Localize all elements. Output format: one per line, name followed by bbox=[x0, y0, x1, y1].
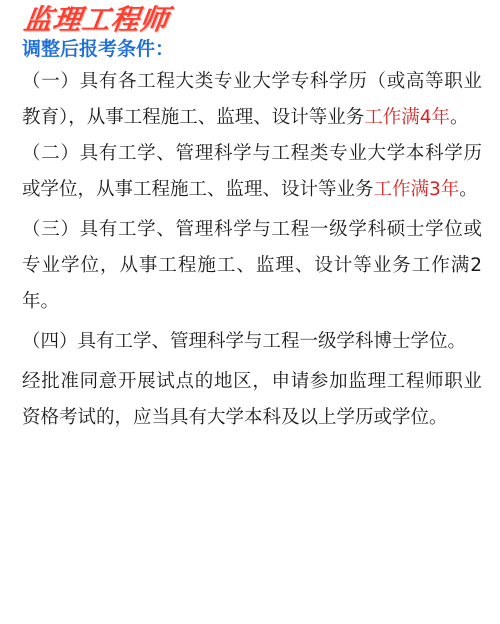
condition-text-end: 。 bbox=[450, 107, 469, 128]
condition-text: （一）具有各工程大类专业大学专科学历（或高等职业教育），从事工程施工、监理、设计等业务 bbox=[22, 71, 482, 128]
condition-text: （三）具有工学、管理科学与工程一级学科硕士学位或专业学位，从事工程施工、监理、设计等业务工作满2年。 bbox=[22, 219, 482, 312]
condition-text: （四）具有工学、管理科学与工程一级学科博士学位。 bbox=[22, 331, 467, 352]
condition-item-4 bbox=[22, 324, 482, 360]
condition-item-3 bbox=[22, 212, 482, 320]
conditions-body bbox=[22, 64, 482, 440]
condition-highlight: 工作满3年 bbox=[373, 179, 460, 200]
section-subtitle: 调整后报考条件： bbox=[22, 38, 175, 60]
condition-text-end: 。 bbox=[459, 179, 478, 200]
condition-item-2 bbox=[22, 136, 482, 208]
condition-text: （二）具有工学、管理科学与工程类专业大学本科学历或学位，从事工程施工、监理、设计等业务 bbox=[22, 143, 482, 200]
page-title: 监理工程师 bbox=[21, 3, 172, 36]
condition-item-1 bbox=[22, 64, 482, 136]
condition-highlight: 工作满4年 bbox=[364, 107, 451, 128]
footer-note: 经批准同意开展试点的地区，申请参加监理工程师职业资格考试的，应当具有大学本科及以上学历或学位。 bbox=[22, 371, 482, 428]
